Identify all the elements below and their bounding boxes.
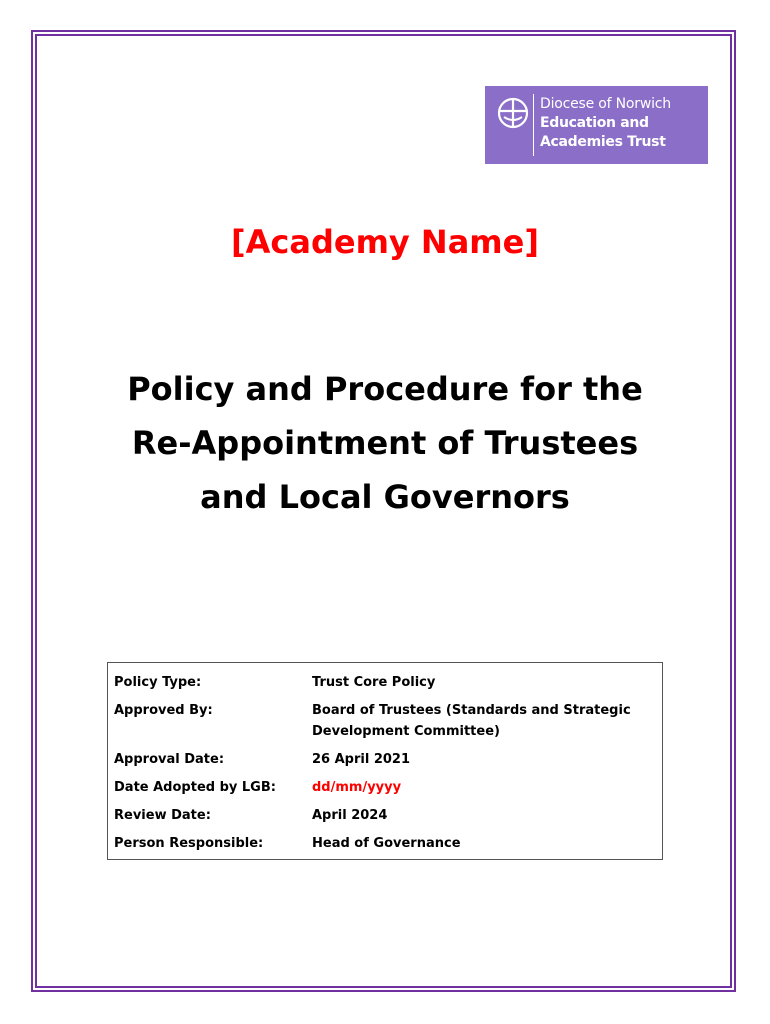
logo-line-education: Education and — [540, 115, 649, 131]
row-label: Policy Type: — [114, 675, 202, 690]
row-value-line-2: Development Committee) — [312, 724, 500, 739]
table-row-person-responsible — [107, 830, 663, 860]
logo-line-academies: Academies Trust — [540, 134, 666, 150]
table-row-review-date — [107, 802, 663, 830]
row-value-date-placeholder: dd/mm/yyyy — [312, 780, 402, 795]
trust-logo — [485, 86, 708, 164]
cross-circle-icon — [496, 96, 530, 130]
row-label: Review Date: — [114, 808, 211, 823]
row-label: Person Responsible: — [114, 836, 264, 851]
logo-divider — [533, 94, 534, 156]
row-value — [305, 697, 663, 746]
row-value: 26 April 2021 — [312, 752, 411, 767]
row-label: Approval Date: — [114, 752, 225, 767]
row-value: Head of Governance — [312, 836, 461, 851]
row-label: Approved By: — [114, 703, 213, 718]
title-line-1: Policy and Procedure for the — [127, 370, 643, 408]
table-row-date-adopted — [107, 774, 663, 802]
row-value: April 2024 — [312, 808, 388, 823]
table-row-policy-type — [107, 662, 663, 697]
title-line-3: and Local Governors — [200, 478, 570, 516]
row-value: Trust Core Policy — [312, 675, 436, 690]
table-row-approved-by — [107, 697, 663, 746]
policy-details-table — [107, 662, 663, 860]
table-row-approval-date — [107, 746, 663, 774]
document-title — [60, 362, 710, 524]
logo-line-diocese: Diocese of Norwich — [540, 96, 671, 112]
row-label: Date Adopted by LGB: — [114, 780, 276, 795]
academy-name-placeholder: [Academy Name] — [231, 223, 539, 261]
title-line-2: Re-Appointment of Trustees — [131, 424, 639, 462]
logo-text — [540, 95, 671, 152]
row-value-line-1: Board of Trustees (Standards and Strategic — [312, 703, 631, 718]
